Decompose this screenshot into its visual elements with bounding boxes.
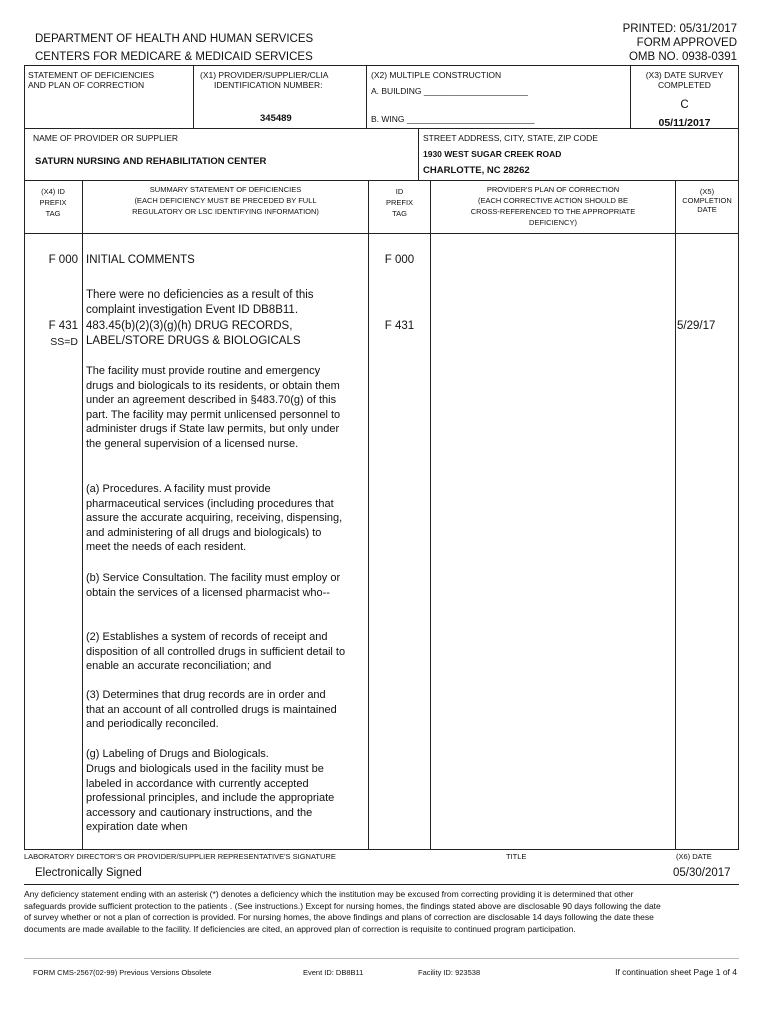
event-id: Event ID: DB8B11 xyxy=(303,968,364,977)
id-heading-2: PREFIX xyxy=(385,198,414,207)
address-city: CHARLOTTE, NC 28262 xyxy=(423,165,530,176)
omb-number: OMB NO. 0938-0391 xyxy=(628,51,737,63)
rule-below-provider xyxy=(24,180,739,181)
paragraph-records-system: (2) Establishes a system of records of receipt and disposition of all controlled drugs in sufficient detail to enable an accurate reconciliation; and xyxy=(86,631,346,673)
intro-line-2: complaint investigation Event ID DB8B11. xyxy=(86,304,299,316)
x2-label: (X2) MULTIPLE CONSTRUCTION xyxy=(371,70,502,80)
f431-title-1: 483.45(b)(2)(3)(g)(h) DRUG RECORDS, xyxy=(86,320,293,332)
department-title: DEPARTMENT OF HEALTH AND HUMAN SERVICES xyxy=(35,33,314,45)
paragraph-procedures: (a) Procedures. A facility must provide pharmaceutical services (including procedures that assure the accurate acquiring, receiving, dispensing, and administering of all drugs and biologicals) to meet the needs of each resident. xyxy=(86,483,343,554)
form-approved: FORM APPROVED xyxy=(636,37,737,49)
disclaimer-text: Any deficiency statement ending with an asterisk (*) denotes a deficiency which the institution may be excused from correcting providing it is determined that other safeguards provide sufficient protection to the patients . (See instructions.) Except for nursing homes, the findings stated above are disclosable 90 days following the date of survey whether or not a plan of correction is provided. For nursing homes, the above findings and plans of correction are disclosable 14 days following the date these documents are made available to the facility. If deficiencies are cited, an approved plan of correction is requisite to continued program participation. xyxy=(24,889,661,934)
x4-heading-3: TAG xyxy=(45,209,61,218)
statement-label-2: AND PLAN OF CORRECTION xyxy=(28,80,145,90)
signature-label: LABORATORY DIRECTOR'S OR PROVIDER/SUPPLIER REPRESENTATIVE'S SIGNATURE xyxy=(24,852,336,861)
statement-label-1: STATEMENT OF DEFICIENCIES xyxy=(28,70,155,80)
printed-date: PRINTED: 05/31/2017 xyxy=(622,23,737,35)
rule-footer xyxy=(24,958,739,959)
paragraph-labeling: Drugs and biologicals used in the facility must be labeled in accordance with currently accepted professional principles, and include the appropriate accessory and cautionary instructions, and the expiration date when xyxy=(86,763,335,834)
f431-title-2: LABEL/STORE DRUGS & BIOLOGICALS xyxy=(86,335,301,347)
intro-line-1: There were no deficiencies as a result of this xyxy=(86,289,314,301)
date-label: (X6) DATE xyxy=(676,852,712,861)
col-id-right xyxy=(430,180,431,849)
summary-heading-2: (EACH DEFICIENCY MUST BE PRECEDED BY FULL xyxy=(134,196,317,205)
completion-date: 5/29/17 xyxy=(677,320,716,332)
tag-f431-plan: F 431 xyxy=(384,320,415,332)
electronic-signature: Electronically Signed xyxy=(35,867,142,879)
x4-heading-2: PREFIX xyxy=(39,198,67,207)
plan-heading-2: (EACH CORRECTIVE ACTION SHOULD BE xyxy=(477,196,629,205)
id-heading-1: ID xyxy=(395,187,404,196)
form-number: FORM CMS-2567(02-99) Previous Versions Obsolete xyxy=(33,968,212,977)
plan-heading-3: CROSS-REFERENCED TO THE APPROPRIATE xyxy=(470,207,636,216)
x5-heading-3: DATE xyxy=(697,205,717,214)
provider-id-number: 345489 xyxy=(260,113,292,124)
building-line: A. BUILDING ______________________ xyxy=(371,86,528,96)
plan-heading-1: PROVIDER'S PLAN OF CORRECTION xyxy=(486,185,620,194)
provider-name: SATURN NURSING AND REHABILITATION CENTER xyxy=(35,156,267,167)
col-plan-right xyxy=(675,180,676,849)
divider-x1 xyxy=(193,65,194,128)
border-left xyxy=(24,65,25,849)
paragraph-drug-records: (3) Determines that drug records are in order and that an account of all controlled drugs is maintained and periodically reconciled. xyxy=(86,689,337,731)
provider-name-label: NAME OF PROVIDER OR SUPPLIER xyxy=(33,133,178,143)
col-summary-right xyxy=(368,180,369,849)
plan-heading-4: DEFICIENCY) xyxy=(529,218,577,227)
x5-heading-1: (X5) xyxy=(699,187,715,196)
border-right xyxy=(738,65,739,849)
x3-label-1: (X3) DATE SURVEY xyxy=(645,70,724,80)
wing-line: B. WING ___________________________ xyxy=(371,114,535,124)
page-indicator: If continuation sheet Page 1 of 4 xyxy=(615,967,737,977)
tag-f000: F 000 xyxy=(48,254,78,266)
x1-label-2: IDENTIFICATION NUMBER: xyxy=(214,80,323,90)
rule-below-signature xyxy=(24,884,739,885)
tag-f431: F 431 xyxy=(48,320,78,332)
paragraph-service-consultation: (b) Service Consultation. The facility must employ or obtain the services of a licensed pharmacist who-- xyxy=(86,572,341,599)
paragraph-routine-drugs: The facility must provide routine and emergency drugs and biologicals to its residents, or obtain them under an agreement described in §483.70(g) of this part. The facility may permit unlicensed personnel to administer drugs if State law permits, but only under the general supervision of a licensed nurse. xyxy=(86,365,341,450)
divider-x2 xyxy=(366,65,367,128)
scope-severity: SS=D xyxy=(50,336,78,348)
x1-label-1: (X1) PROVIDER/SUPPLIER/CLIA xyxy=(200,70,329,80)
title-label: TITLE xyxy=(506,852,527,861)
initial-comments-heading: INITIAL COMMENTS xyxy=(86,254,195,266)
col-x4-right xyxy=(82,180,83,849)
signature-date: 05/30/2017 xyxy=(673,867,731,879)
divider-address xyxy=(418,128,419,180)
rule-below-colheads xyxy=(24,233,739,234)
rule-top xyxy=(24,65,739,66)
cms-title: CENTERS FOR MEDICARE & MEDICAID SERVICES xyxy=(35,51,313,63)
tag-f000-plan: F 000 xyxy=(384,254,415,266)
survey-type-code: C xyxy=(680,99,689,111)
paragraph-labeling-heading: (g) Labeling of Drugs and Biologicals. xyxy=(86,748,269,760)
x5-heading-2: COMPLETION xyxy=(682,196,732,205)
rule-above-signature xyxy=(24,849,739,850)
facility-id: Facility ID: 923538 xyxy=(418,968,481,977)
summary-heading-3: REGULATORY OR LSC IDENTIFYING INFORMATION) xyxy=(132,207,319,216)
address-label: STREET ADDRESS, CITY, STATE, ZIP CODE xyxy=(423,133,598,143)
x3-label-2: COMPLETED xyxy=(658,80,711,90)
survey-date: 05/11/2017 xyxy=(658,117,711,129)
x4-heading-1: (X4) ID xyxy=(41,187,65,196)
summary-heading-1: SUMMARY STATEMENT OF DEFICIENCIES xyxy=(149,185,302,194)
address-street: 1930 WEST SUGAR CREEK ROAD xyxy=(423,149,562,159)
id-heading-3: TAG xyxy=(392,209,407,218)
